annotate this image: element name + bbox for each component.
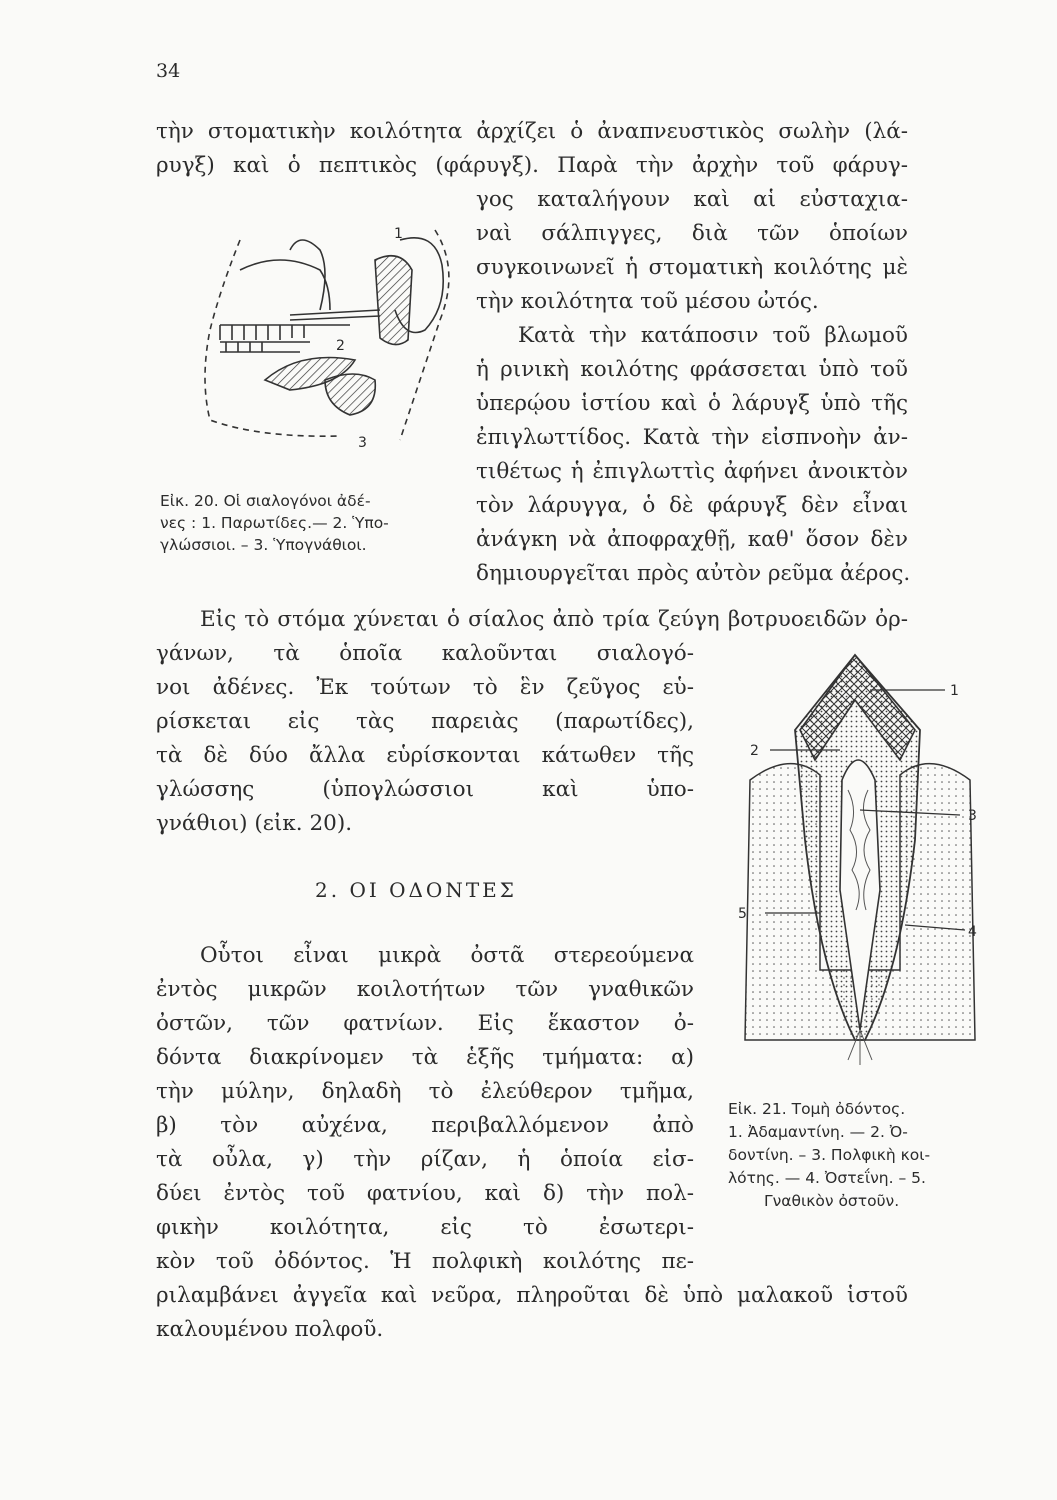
text-line: δημιουργεῖται πρὸς αὐτὸν ρεῦμα ἀέρος. xyxy=(476,561,911,586)
page-number: 34 xyxy=(156,60,181,82)
text-line: γος καταλήγουν καὶ αἱ εὐσταχια- xyxy=(476,187,908,212)
text-line: β) τὸν αὐχένα, περιβαλλόμενον ἀπὸ xyxy=(156,1113,694,1138)
text-line: τιθέτως ἡ ἐπιγλωττὶς ἀφήνει ἀνοικτὸν xyxy=(476,459,908,484)
text-line: Κατὰ τὴν κατάποσιν τοῦ βλωμοῦ xyxy=(518,323,908,348)
text-line: καλουμένου πολφοῦ. xyxy=(156,1317,384,1342)
text-line: ριλαμβάνει ἀγγεῖα καὶ νεῦρα, πληροῦται δὲ ὑπὸ μαλακοῦ ἱστοῦ xyxy=(156,1283,908,1308)
text-line: Εἰς τὸ στόμα χύνεται ὁ σίαλος ἀπὸ τρία ζεύγη βοτρυοειδῶν ὀρ- xyxy=(200,607,908,632)
text-line: ἡ ρινικὴ κοιλότης φράσσεται ὑπὸ τοῦ xyxy=(476,357,908,382)
submandibular-gland xyxy=(325,374,375,415)
fig21-caption-line: Γναθικὸν ὀστοῦν. xyxy=(764,1192,900,1210)
text-line: τὰ οὖλα, γ) τὴν ρίζαν, ἡ ὁποία εἰσ- xyxy=(156,1147,694,1172)
text-line: γνάθιοι) (εἰκ. 20). xyxy=(156,811,353,836)
text-line: ρίσκεται εἰς τὰς παρειὰς (παρωτίδες), xyxy=(156,709,694,734)
text-line: τὰ δὲ δύο ἄλλα εὑρίσκονται κάτωθεν τῆς xyxy=(156,743,694,768)
fig20-label-3: 3 xyxy=(358,435,367,451)
fig21-caption-line: δοντίνη. – 3. Πολφικὴ κοι- xyxy=(728,1146,931,1164)
text-line: δόντα διακρίνομεν τὰ ἑξῆς τμήματα: α) xyxy=(156,1045,694,1070)
text-line: κὸν τοῦ ὀδόντος. Ἡ πολφικὴ κοιλότης πε- xyxy=(156,1249,694,1274)
fig20-caption-line: γλώσσιοι. – 3. Ὑπογνάθιοι. xyxy=(160,536,367,554)
fig21-label-1: 1 xyxy=(950,683,959,699)
text-line: ἐπιγλωττίδος. Κατὰ τὴν εἰσπνοὴν ἀν- xyxy=(476,425,908,450)
fig21-label-5: 5 xyxy=(738,906,747,922)
fig21-label-3: 3 xyxy=(968,808,977,824)
fig21-caption-line: λότης. — 4. Ὀστεΐνη. – 5. xyxy=(728,1169,926,1187)
fig20-label-1: 1 xyxy=(394,226,403,242)
text-line: ὀστῶν, τῶν φατνίων. Εἰς ἕκαστον ὀ- xyxy=(156,1011,694,1036)
parotid-gland xyxy=(375,256,412,345)
salivary-glands-figure xyxy=(180,210,460,460)
text-line: ἀνάγκη νὰ ἀποφραχθῇ, καθ' ὅσον δὲν xyxy=(476,527,908,552)
text-line: ὑπερῴου ἱστίου καὶ ὁ λάρυγξ ὑπὸ τῆς xyxy=(476,391,908,416)
fig20-caption-line: νες : 1. Παρωτίδες.— 2. Ὑπο- xyxy=(160,514,389,532)
text-line: φικὴν κοιλότητα, εἰς τὸ ἐσωτερι- xyxy=(156,1215,694,1240)
text-line: τὴν στοματικὴν κοιλότητα ἀρχίζει ὁ ἀναπνευστικὸς σωλὴν (λά- xyxy=(156,119,908,144)
fig21-caption-line: 1. Ἀδαμαντίνη. — 2. Ὀ- xyxy=(728,1123,908,1141)
fig21-caption-line: Εἰκ. 21. Τομὴ ὀδόντος. xyxy=(728,1100,906,1118)
text-line: τὴν κοιλότητα τοῦ μέσου ὠτός. xyxy=(476,289,819,314)
text-line: ναὶ σάλπιγγες, διὰ τῶν ὁποίων xyxy=(476,221,908,246)
text-line: νοι ἀδένες. Ἐκ τούτων τὸ ἓν ζεῦγος εὑ- xyxy=(156,675,694,700)
text-line: ἐντὸς μικρῶν κοιλοτήτων τῶν γναθικῶν xyxy=(156,977,694,1002)
section-heading: 2. ΟΙ ΟΔΟΝΤΕΣ xyxy=(315,878,517,902)
text-line: δύει ἐντὸς τοῦ φατνίου, καὶ δ) τὴν πολ- xyxy=(156,1181,694,1206)
tooth-section-figure xyxy=(730,640,990,1080)
text-line: γλώσσης (ὑπογλώσσιοι καὶ ὑπο- xyxy=(156,777,694,802)
text-line: γάνων, τὰ ὁποῖα καλοῦνται σιαλογό- xyxy=(156,641,694,666)
text-line: συγκοινωνεῖ ἡ στοματικὴ κοιλότης μὲ xyxy=(476,255,908,280)
text-line: Οὗτοι εἶναι μικρὰ ὀστᾶ στερεούμενα xyxy=(200,943,694,968)
fig21-label-4: 4 xyxy=(968,924,977,940)
text-line: ρυγξ) καὶ ὁ πεπτικὸς (φάρυγξ). Παρὰ τὴν ἀρχὴν τοῦ φάρυγ- xyxy=(156,153,908,178)
fig20-label-2: 2 xyxy=(336,338,345,354)
fig20-caption-line: Εἰκ. 20. Οἱ σιαλογόνοι ἀδέ- xyxy=(160,492,371,510)
text-line: τὸν λάρυγγα, ὁ δὲ φάρυγξ δὲν εἶναι xyxy=(476,493,908,518)
text-line: τὴν μύλην, δηλαδὴ τὸ ἐλεύθερον τμῆμα, xyxy=(156,1079,694,1104)
fig21-label-2: 2 xyxy=(750,743,759,759)
